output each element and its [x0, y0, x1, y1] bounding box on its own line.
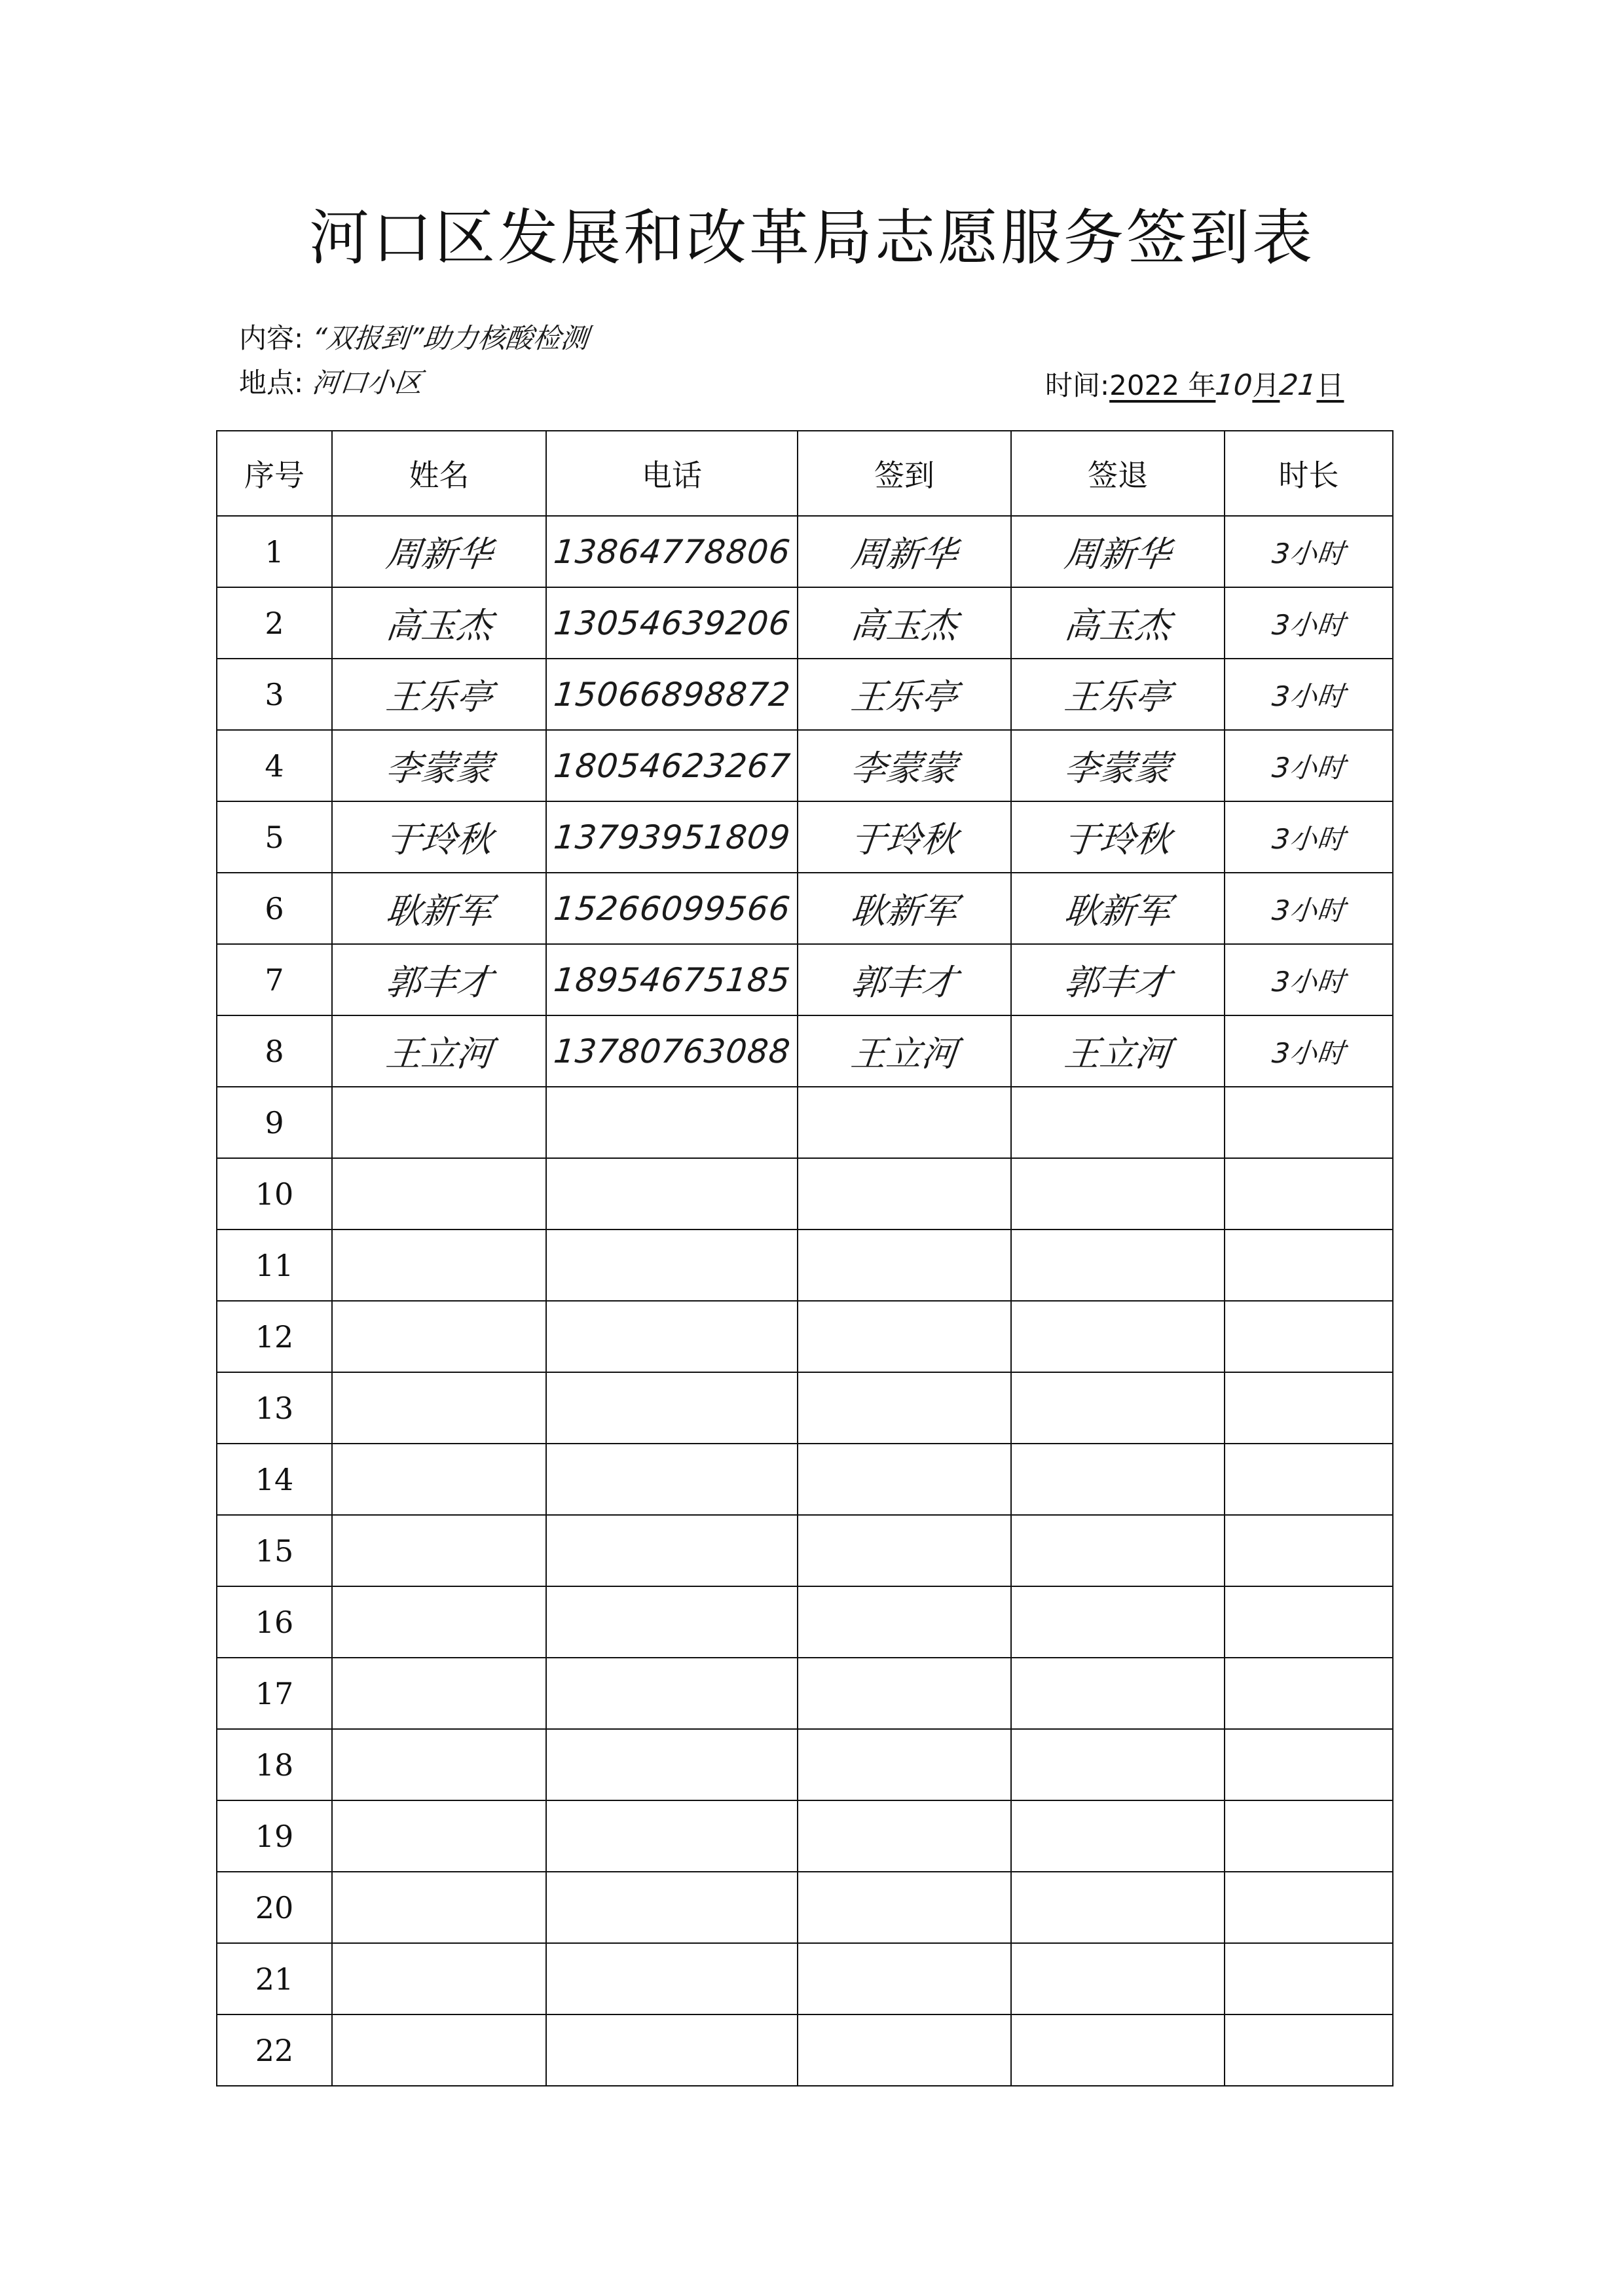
- duration-cell: 3小时: [1270, 608, 1347, 641]
- signout-signature-cell-wrap: [1011, 1872, 1225, 1943]
- row-number: 19: [255, 1818, 294, 1854]
- content-line: [239, 317, 588, 356]
- duration-cell-cell-wrap: [1225, 1301, 1393, 1372]
- signin-signature-cell-wrap: [798, 801, 1011, 873]
- name-cell-cell-wrap: [332, 1087, 546, 1158]
- row-number-cell-wrap: [217, 1015, 332, 1087]
- row-number-cell-wrap: [217, 2014, 332, 2086]
- table-row: [217, 1444, 1393, 1515]
- signout-signature: 郭丰才: [1062, 962, 1173, 1003]
- name-cell-cell-wrap: [332, 516, 546, 587]
- table-row: [217, 1943, 1393, 2014]
- signin-signature: 高玉杰: [849, 605, 959, 646]
- place-label: 地点:: [239, 367, 304, 399]
- duration-cell-cell-wrap: [1225, 730, 1393, 801]
- row-number-cell-wrap: [217, 1729, 332, 1800]
- phone-cell-cell-wrap: [546, 1943, 798, 2014]
- duration-cell: 3小时: [1270, 751, 1347, 784]
- phone-cell-cell-wrap: [546, 730, 798, 801]
- signout-signature-cell-wrap: [1011, 1658, 1225, 1729]
- signout-signature-cell-wrap: [1011, 944, 1225, 1015]
- signin-signature-cell-wrap: [798, 1015, 1011, 1087]
- name-cell: 耿新军: [383, 890, 494, 932]
- row-number: 9: [265, 1104, 284, 1140]
- signout-signature-cell-wrap: [1011, 873, 1225, 944]
- table-row: [217, 1729, 1393, 1800]
- signin-signature: 李蒙蒙: [849, 748, 959, 789]
- signin-signature-cell-wrap: [798, 516, 1011, 587]
- phone-cell-cell-wrap: [546, 659, 798, 730]
- name-cell-cell-wrap: [332, 1872, 546, 1943]
- signin-signature-cell-wrap: [798, 1444, 1011, 1515]
- name-cell-cell-wrap: [332, 730, 546, 801]
- signout-signature: 耿新军: [1062, 890, 1173, 932]
- row-number: 4: [265, 748, 284, 784]
- signin-signature-cell-wrap: [798, 1372, 1011, 1444]
- table-body: [217, 516, 1393, 2086]
- row-number-cell-wrap: [217, 1230, 332, 1301]
- content-label: 内容:: [239, 322, 304, 354]
- row-number-cell-wrap: [217, 1943, 332, 2014]
- signin-signature-cell-wrap: [798, 1729, 1011, 1800]
- table-row: [217, 944, 1393, 1015]
- signout-signature: 高玉杰: [1062, 605, 1173, 646]
- time-day-unit: 日: [1316, 369, 1344, 401]
- row-number: 8: [265, 1033, 284, 1069]
- duration-cell: 3小时: [1270, 965, 1347, 998]
- row-number-cell-wrap: [217, 1372, 332, 1444]
- phone-cell-cell-wrap: [546, 2014, 798, 2086]
- signin-signature-cell-wrap: [798, 1943, 1011, 2014]
- table-row: [217, 1586, 1393, 1658]
- name-cell-cell-wrap: [332, 1158, 546, 1230]
- table-row: [217, 1515, 1393, 1586]
- name-cell: 王乐亭: [383, 676, 494, 718]
- signout-signature-cell-wrap: [1011, 1729, 1225, 1800]
- duration-cell-cell-wrap: [1225, 1943, 1393, 2014]
- phone-cell: 13054639206: [551, 604, 792, 642]
- table-row: [217, 1301, 1393, 1372]
- signout-signature-cell-wrap: [1011, 1943, 1225, 2014]
- row-number: 7: [265, 962, 284, 998]
- phone-cell-cell-wrap: [546, 1729, 798, 1800]
- signout-signature-cell-wrap: [1011, 1158, 1225, 1230]
- table-row: [217, 659, 1393, 730]
- name-cell-cell-wrap: [332, 587, 546, 659]
- row-number-cell-wrap: [217, 1087, 332, 1158]
- signin-signature-cell-wrap: [798, 1301, 1011, 1372]
- signout-signature-cell-wrap: [1011, 801, 1225, 873]
- table-row: [217, 730, 1393, 801]
- time-year: 2022 年: [1109, 369, 1216, 401]
- name-cell-cell-wrap: [332, 1230, 546, 1301]
- name-cell: 高玉杰: [383, 605, 494, 646]
- phone-cell-cell-wrap: [546, 873, 798, 944]
- header-signin: 签到: [798, 431, 1011, 516]
- signin-signature: 耿新军: [849, 890, 959, 932]
- signin-table: [216, 430, 1393, 2086]
- row-number: 12: [255, 1319, 294, 1355]
- row-number-cell-wrap: [217, 516, 332, 587]
- signout-signature: 王乐亭: [1062, 676, 1173, 718]
- table-row: [217, 1372, 1393, 1444]
- table-row: [217, 1800, 1393, 1872]
- phone-cell: 18054623267: [551, 746, 792, 785]
- duration-cell-cell-wrap: [1225, 1729, 1393, 1800]
- phone-cell-cell-wrap: [546, 1015, 798, 1087]
- signin-signature-cell-wrap: [798, 659, 1011, 730]
- place-line: [239, 361, 422, 401]
- signin-signature-cell-wrap: [798, 873, 1011, 944]
- name-cell-cell-wrap: [332, 1658, 546, 1729]
- name-cell-cell-wrap: [332, 1372, 546, 1444]
- table-row: [217, 516, 1393, 587]
- signout-signature: 周新华: [1062, 534, 1173, 575]
- row-number-cell-wrap: [217, 1158, 332, 1230]
- signin-signature-cell-wrap: [798, 730, 1011, 801]
- time-month-unit: 月: [1252, 369, 1280, 401]
- header-row: [217, 431, 1393, 516]
- table-row: [217, 1658, 1393, 1729]
- name-cell: 于玲秋: [383, 819, 494, 860]
- phone-cell-cell-wrap: [546, 1230, 798, 1301]
- row-number-cell-wrap: [217, 944, 332, 1015]
- phone-cell-cell-wrap: [546, 1158, 798, 1230]
- name-cell-cell-wrap: [332, 873, 546, 944]
- name-cell-cell-wrap: [332, 659, 546, 730]
- name-cell: 郭丰才: [383, 962, 494, 1003]
- phone-cell-cell-wrap: [546, 944, 798, 1015]
- signout-signature-cell-wrap: [1011, 730, 1225, 801]
- table-row: [217, 873, 1393, 944]
- signout-signature: 于玲秋: [1062, 819, 1173, 860]
- name-cell-cell-wrap: [332, 1444, 546, 1515]
- signin-signature-cell-wrap: [798, 1515, 1011, 1586]
- signout-signature-cell-wrap: [1011, 1586, 1225, 1658]
- row-number: 21: [255, 1961, 294, 1997]
- signout-signature-cell-wrap: [1011, 1515, 1225, 1586]
- duration-cell-cell-wrap: [1225, 516, 1393, 587]
- name-cell-cell-wrap: [332, 801, 546, 873]
- signin-signature: 于玲秋: [849, 819, 959, 860]
- row-number-cell-wrap: [217, 730, 332, 801]
- signin-signature-cell-wrap: [798, 2014, 1011, 2086]
- duration-cell-cell-wrap: [1225, 2014, 1393, 2086]
- duration-cell: 3小时: [1270, 894, 1347, 926]
- row-number: 10: [255, 1176, 294, 1212]
- row-number: 17: [255, 1675, 294, 1711]
- name-cell-cell-wrap: [332, 2014, 546, 2086]
- row-number: 13: [255, 1390, 294, 1426]
- header-signout: 签退: [1011, 431, 1225, 516]
- phone-cell-cell-wrap: [546, 587, 798, 659]
- phone-cell-cell-wrap: [546, 1372, 798, 1444]
- phone-cell-cell-wrap: [546, 1515, 798, 1586]
- signout-signature-cell-wrap: [1011, 1015, 1225, 1087]
- row-number-cell-wrap: [217, 1872, 332, 1943]
- signout-signature-cell-wrap: [1011, 1372, 1225, 1444]
- table-row: [217, 1015, 1393, 1087]
- name-cell-cell-wrap: [332, 1015, 546, 1087]
- signout-signature-cell-wrap: [1011, 2014, 1225, 2086]
- signin-signature-cell-wrap: [798, 1658, 1011, 1729]
- phone-cell-cell-wrap: [546, 1301, 798, 1372]
- row-number-cell-wrap: [217, 1444, 332, 1515]
- duration-cell-cell-wrap: [1225, 1800, 1393, 1872]
- table-row: [217, 587, 1393, 659]
- row-number-cell-wrap: [217, 873, 332, 944]
- duration-cell-cell-wrap: [1225, 1372, 1393, 1444]
- row-number-cell-wrap: [217, 1301, 332, 1372]
- phone-cell-cell-wrap: [546, 1586, 798, 1658]
- row-number: 16: [255, 1604, 294, 1640]
- phone-cell: 15266099566: [551, 889, 792, 928]
- row-number: 22: [255, 2032, 294, 2068]
- duration-cell-cell-wrap: [1225, 1015, 1393, 1087]
- phone-cell-cell-wrap: [546, 1658, 798, 1729]
- signin-signature-cell-wrap: [798, 587, 1011, 659]
- signout-signature-cell-wrap: [1011, 1444, 1225, 1515]
- content-value: “双报到”助力核酸检测: [310, 322, 590, 354]
- signout-signature-cell-wrap: [1011, 1230, 1225, 1301]
- signout-signature-cell-wrap: [1011, 516, 1225, 587]
- row-number: 11: [255, 1247, 294, 1283]
- duration-cell: 3小时: [1270, 680, 1347, 712]
- row-number-cell-wrap: [217, 587, 332, 659]
- signin-signature: 郭丰才: [849, 962, 959, 1003]
- table-row: [217, 1158, 1393, 1230]
- duration-cell-cell-wrap: [1225, 1515, 1393, 1586]
- duration-cell-cell-wrap: [1225, 1658, 1393, 1729]
- duration-cell-cell-wrap: [1225, 1444, 1393, 1515]
- row-number: 14: [255, 1461, 294, 1497]
- duration-cell: 3小时: [1270, 1036, 1347, 1069]
- signin-signature: 王乐亭: [849, 676, 959, 718]
- time-label: 时间:: [1045, 369, 1110, 401]
- signout-signature-cell-wrap: [1011, 1800, 1225, 1872]
- place-value: 河口小区: [310, 367, 424, 399]
- row-number: 1: [265, 534, 284, 570]
- time-line: [1045, 364, 1344, 403]
- row-number-cell-wrap: [217, 1586, 332, 1658]
- row-number: 6: [265, 890, 284, 926]
- duration-cell-cell-wrap: [1225, 587, 1393, 659]
- name-cell: 周新华: [383, 534, 494, 575]
- duration-cell-cell-wrap: [1225, 659, 1393, 730]
- table-row: [217, 1087, 1393, 1158]
- name-cell-cell-wrap: [332, 1943, 546, 2014]
- row-number-cell-wrap: [217, 1800, 332, 1872]
- signout-signature-cell-wrap: [1011, 587, 1225, 659]
- header-name: 姓名: [332, 431, 546, 516]
- duration-cell-cell-wrap: [1225, 1586, 1393, 1658]
- phone-cell-cell-wrap: [546, 516, 798, 587]
- table-row: [217, 2014, 1393, 2086]
- time-day: 21: [1278, 369, 1319, 402]
- signout-signature: 王立河: [1062, 1033, 1173, 1074]
- duration-cell-cell-wrap: [1225, 801, 1393, 873]
- signin-signature-cell-wrap: [798, 1230, 1011, 1301]
- time-month: 10: [1213, 369, 1255, 402]
- signout-signature-cell-wrap: [1011, 659, 1225, 730]
- signin-signature-cell-wrap: [798, 1158, 1011, 1230]
- name-cell-cell-wrap: [332, 1515, 546, 1586]
- page-title: 河口区发展和改革局志愿服务签到表: [308, 203, 1315, 273]
- row-number-cell-wrap: [217, 1658, 332, 1729]
- row-number-cell-wrap: [217, 1515, 332, 1586]
- signin-signature-cell-wrap: [798, 1800, 1011, 1872]
- signin-signature: 王立河: [849, 1033, 959, 1074]
- phone-cell-cell-wrap: [546, 801, 798, 873]
- name-cell: 李蒙蒙: [383, 748, 494, 789]
- header-duration: 时长: [1225, 431, 1393, 516]
- duration-cell-cell-wrap: [1225, 1087, 1393, 1158]
- signout-signature-cell-wrap: [1011, 1087, 1225, 1158]
- signout-signature: 李蒙蒙: [1062, 748, 1173, 789]
- duration-cell: 3小时: [1270, 822, 1347, 855]
- phone-cell: 18954675185: [551, 960, 792, 999]
- phone-cell: 13864778806: [551, 532, 792, 571]
- row-number: 5: [265, 819, 284, 855]
- header-phone: 电话: [546, 431, 798, 516]
- signin-signature-cell-wrap: [798, 1872, 1011, 1943]
- signin-signature: 周新华: [849, 534, 959, 575]
- phone-cell-cell-wrap: [546, 1800, 798, 1872]
- table-row: [217, 1230, 1393, 1301]
- header-no: 序号: [217, 431, 332, 516]
- row-number: 18: [255, 1747, 294, 1783]
- row-number: 3: [265, 676, 284, 712]
- phone-cell-cell-wrap: [546, 1444, 798, 1515]
- name-cell-cell-wrap: [332, 1800, 546, 1872]
- phone-cell: 13780763088: [551, 1032, 792, 1070]
- signin-signature-cell-wrap: [798, 1586, 1011, 1658]
- name-cell: 王立河: [383, 1033, 494, 1074]
- name-cell-cell-wrap: [332, 1729, 546, 1800]
- name-cell-cell-wrap: [332, 1301, 546, 1372]
- row-number-cell-wrap: [217, 659, 332, 730]
- duration-cell-cell-wrap: [1225, 1230, 1393, 1301]
- duration-cell-cell-wrap: [1225, 1158, 1393, 1230]
- name-cell-cell-wrap: [332, 1586, 546, 1658]
- phone-cell: 13793951809: [551, 818, 792, 856]
- signin-signature-cell-wrap: [798, 944, 1011, 1015]
- signin-signature-cell-wrap: [798, 1087, 1011, 1158]
- name-cell-cell-wrap: [332, 944, 546, 1015]
- duration-cell-cell-wrap: [1225, 1872, 1393, 1943]
- duration-cell-cell-wrap: [1225, 944, 1393, 1015]
- phone-cell-cell-wrap: [546, 1087, 798, 1158]
- phone-cell-cell-wrap: [546, 1872, 798, 1943]
- row-number: 15: [255, 1533, 294, 1569]
- duration-cell-cell-wrap: [1225, 873, 1393, 944]
- row-number: 2: [265, 605, 284, 641]
- phone-cell: 15066898872: [551, 675, 792, 714]
- signout-signature-cell-wrap: [1011, 1301, 1225, 1372]
- row-number-cell-wrap: [217, 801, 332, 873]
- date-field: [1109, 369, 1344, 401]
- duration-cell: 3小时: [1270, 537, 1347, 570]
- row-number: 20: [255, 1889, 294, 1925]
- table-row: [217, 1872, 1393, 1943]
- table-row: [217, 801, 1393, 873]
